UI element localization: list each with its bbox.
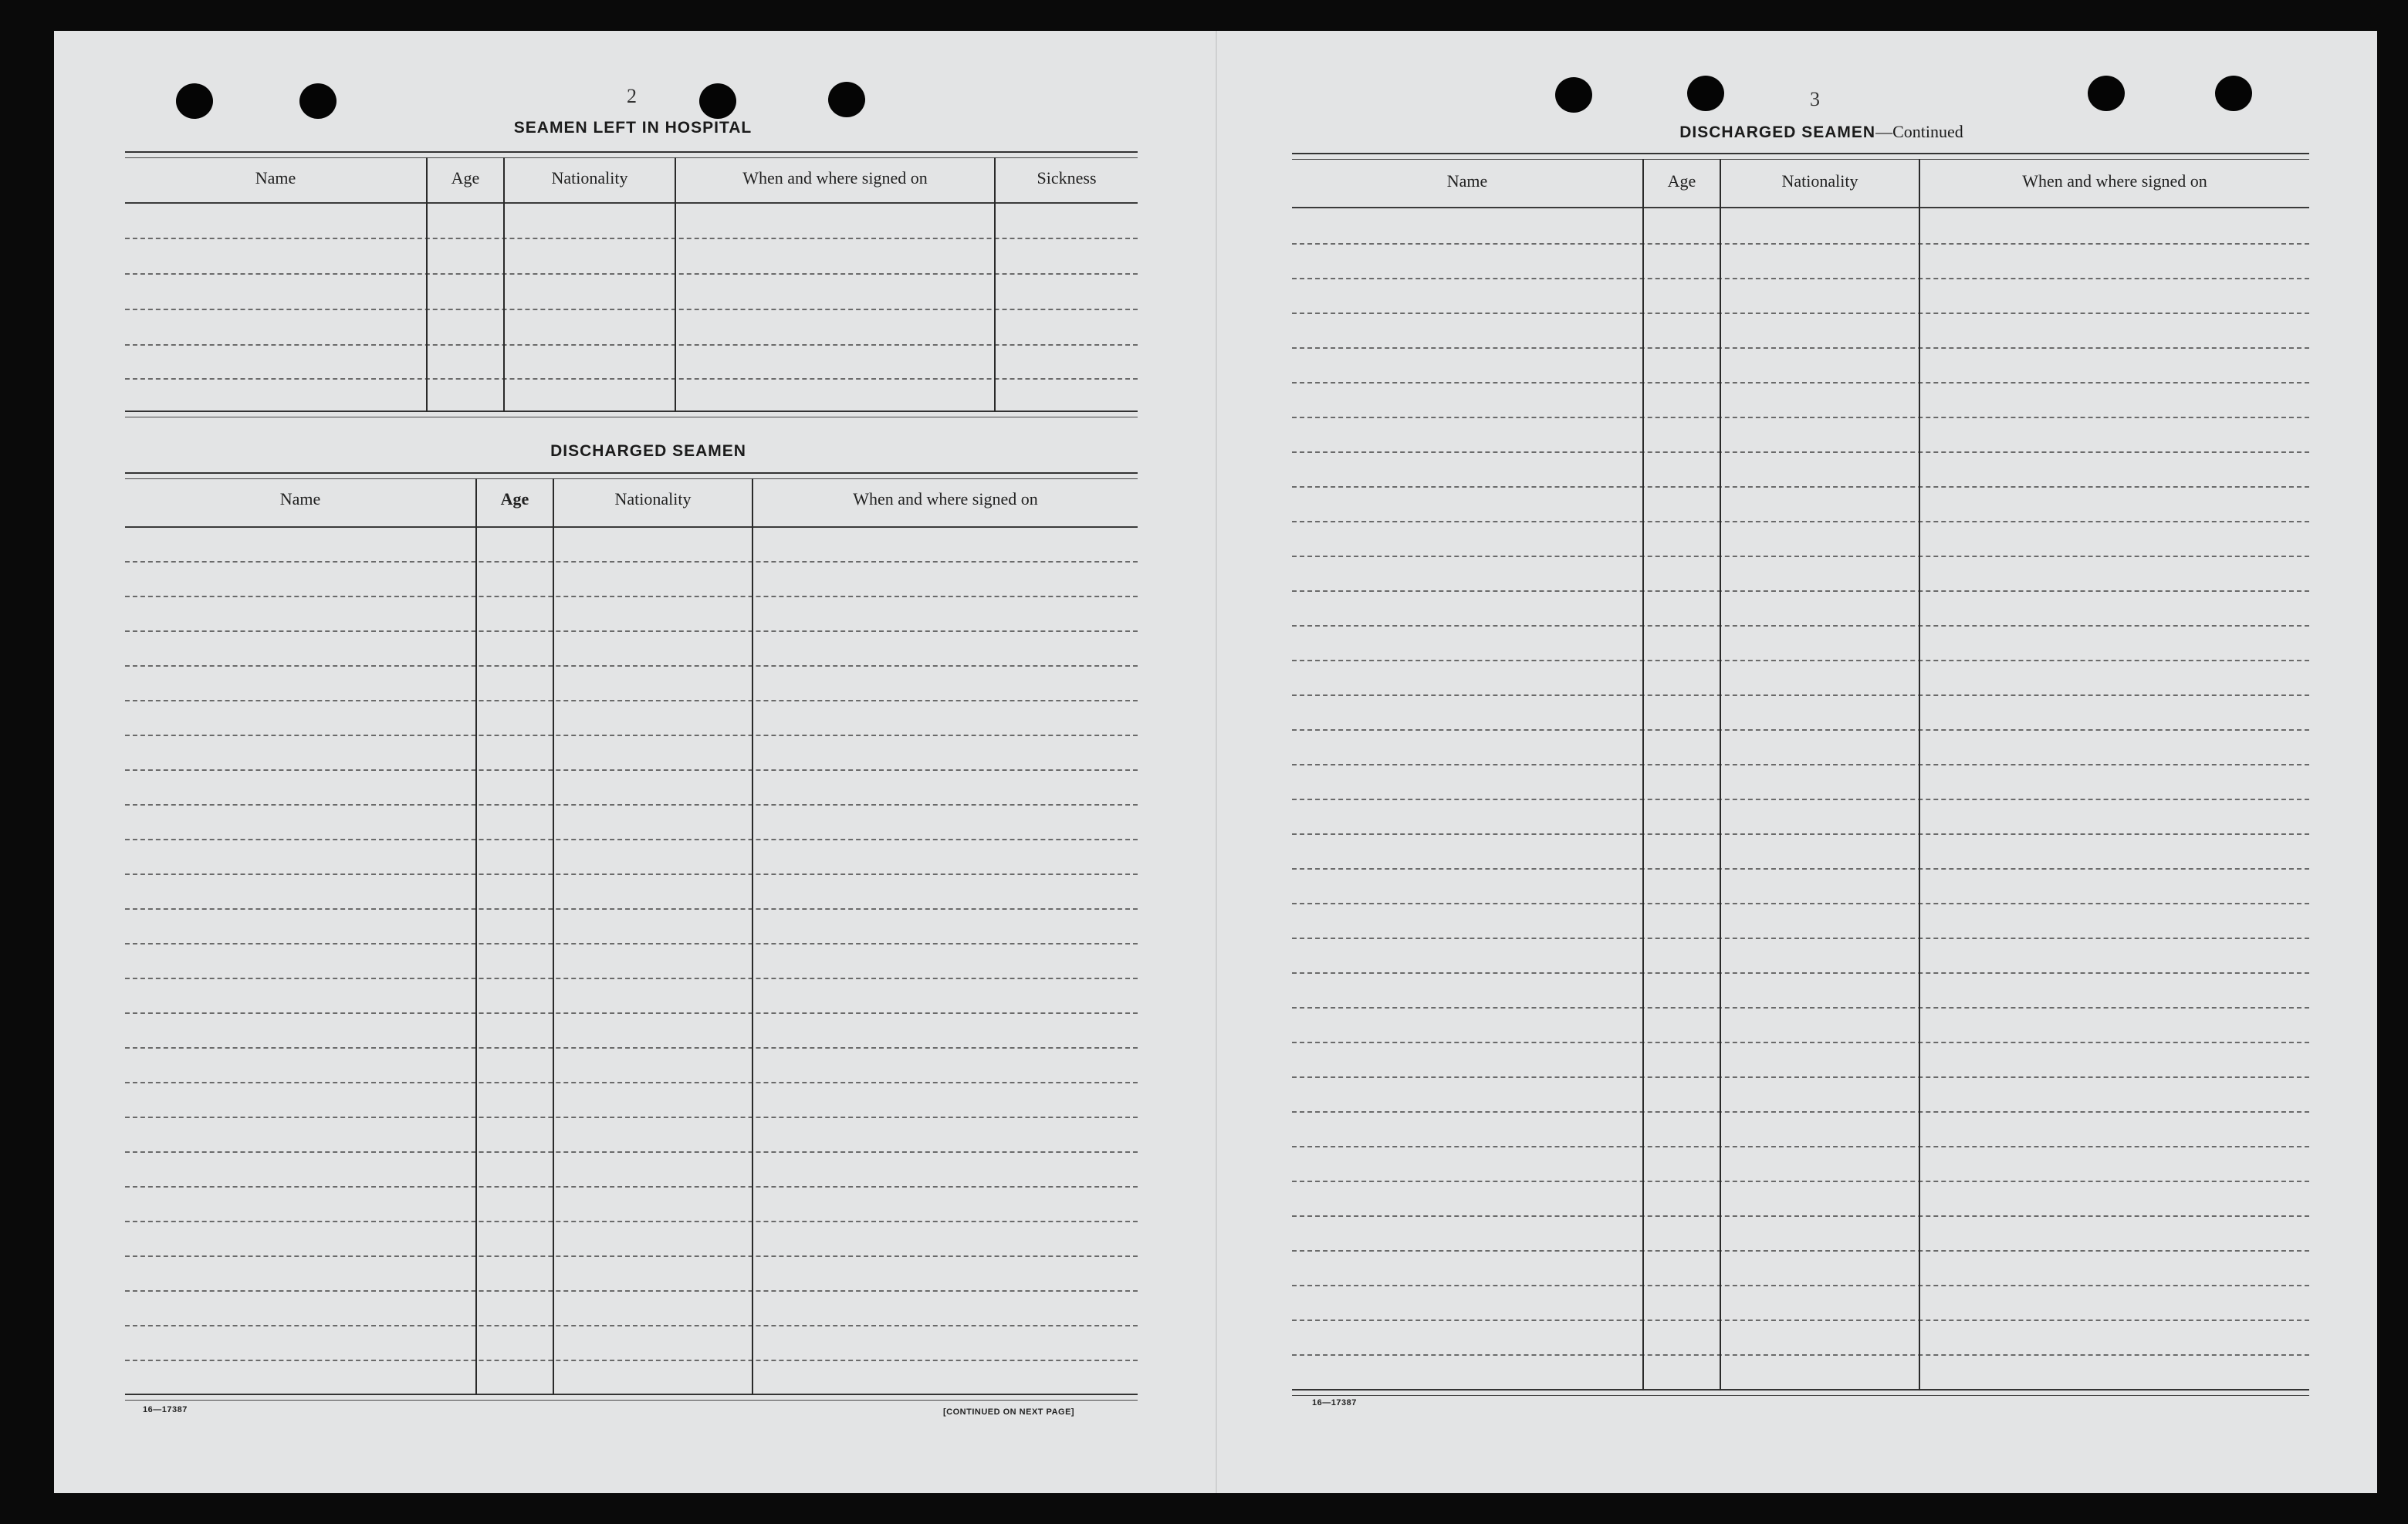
col-header-age: Age <box>1667 171 1696 191</box>
col-header-signed-on: When and where signed on <box>2022 171 2207 191</box>
discharged-table-right <box>1292 153 2309 1397</box>
punch-hole <box>828 82 865 117</box>
col-header-nationality: Nationality <box>614 489 692 509</box>
page-fold <box>1216 31 1217 1493</box>
form-number-right: 16—17387 <box>1312 1398 1357 1407</box>
col-header-name: Name <box>1446 171 1488 191</box>
section-title-suffix: —Continued <box>1875 122 1963 141</box>
hospital-section-title: SEAMEN LEFT IN HOSPITAL <box>513 119 752 137</box>
discharged-section-title: DISCHARGED SEAMEN <box>550 442 746 460</box>
discharged-continued-title <box>1605 122 2038 142</box>
punch-hole <box>699 83 736 119</box>
col-header-name: Name <box>255 168 296 188</box>
punch-hole <box>2088 76 2125 111</box>
col-header-signed-on: When and where signed on <box>853 489 1038 509</box>
col-header-age: Age <box>451 168 480 188</box>
col-header-age: Age <box>500 489 529 509</box>
hospital-table <box>125 151 1138 421</box>
continued-note: [CONTINUED ON NEXT PAGE] <box>943 1407 1075 1417</box>
punch-hole <box>299 83 337 119</box>
form-number-left: 16—17387 <box>143 1405 188 1414</box>
col-header-nationality: Nationality <box>551 168 628 188</box>
col-header-sickness: Sickness <box>1037 168 1097 188</box>
discharged-table-left <box>125 472 1138 1406</box>
punch-hole <box>1555 77 1592 113</box>
punch-hole <box>2215 76 2252 111</box>
section-title-text: DISCHARGED SEAMEN <box>1679 123 1876 141</box>
col-header-signed-on: When and where signed on <box>742 168 928 188</box>
punch-hole <box>176 83 213 119</box>
punch-hole <box>1687 76 1724 111</box>
col-header-name: Name <box>279 489 321 509</box>
col-header-nationality: Nationality <box>1781 171 1858 191</box>
page-number-left: 2 <box>627 85 637 107</box>
page-number-right: 3 <box>1810 88 1820 110</box>
